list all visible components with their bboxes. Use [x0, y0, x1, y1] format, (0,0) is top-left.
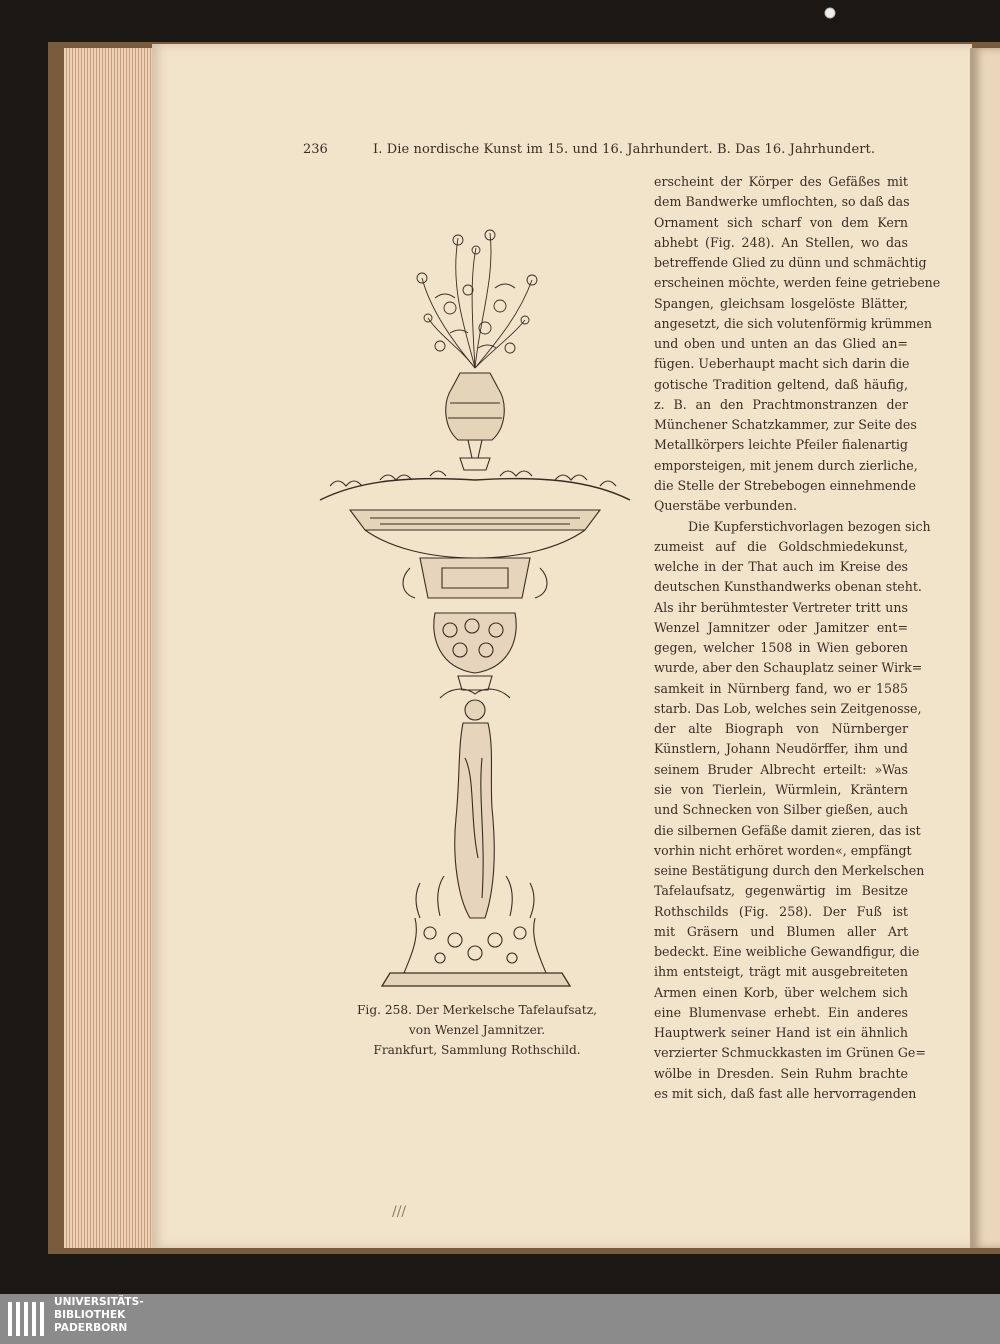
text-column — [654, 172, 941, 1104]
figure-caption — [352, 1000, 602, 1060]
text-line: der alte Biograph von Nürnberger — [654, 721, 908, 737]
library-line: UNIVERSITÄTS- — [54, 1296, 144, 1308]
text-line: ihm entsteigt, trägt mit ausgebreiteten — [654, 964, 908, 980]
text-line: Münchener Schatzkammer, zur Seite des — [654, 417, 917, 433]
text-line: eine Blumenvase erhebt. Ein anderes — [654, 1004, 908, 1020]
text-line: samkeit in Nürnberg fand, wo er 1585 — [654, 680, 908, 696]
running-head: I. Die nordische Kunst im 15. und 16. Jahrhundert. B. Das 16. Jahrhundert. — [373, 142, 876, 157]
text-line: erscheinen möchte, werden feine getriebene — [654, 275, 941, 291]
text-line: Als ihr berühmtester Vertreter tritt uns — [654, 599, 908, 615]
caption-line: von Wenzel Jamnitzer. — [408, 1023, 546, 1037]
text-line: Tafelaufsatz, gegenwärtig im Besitze — [654, 883, 908, 899]
text-line: deutschen Kunsthandwerks obenan steht. — [654, 579, 922, 595]
text-line: seinem Bruder Albrecht erteilt: »Was — [654, 761, 908, 777]
female-figure — [440, 689, 510, 918]
text-line: seine Bestätigung durch den Merkelschen — [654, 863, 925, 879]
flower-bouquet — [417, 230, 537, 368]
library-logo-icon — [6, 1298, 46, 1340]
text-line: wölbe in Dresden. Sein Ruhm brachte — [654, 1065, 908, 1081]
vase — [446, 373, 505, 470]
page-edges — [64, 48, 156, 1248]
text-line: emporsteigen, mit jenem durch zierliche, — [654, 457, 918, 473]
text-line: sie von Tierlein, Würmlein, Kräntern — [654, 781, 908, 797]
text-line: Die Kupferstichvorlagen bezogen sich — [688, 518, 931, 534]
library-footer — [0, 1294, 1000, 1344]
library-name — [54, 1296, 144, 1335]
pencil-mark: /// — [392, 1204, 407, 1220]
caption-line: Frankfurt, Sammlung Rothschild. — [373, 1043, 581, 1057]
text-line: abhebt (Fig. 248). An Stellen, wo das — [654, 234, 908, 250]
text-line: Rothschilds (Fig. 258). Der Fuß ist — [654, 903, 908, 919]
text-line: Querstäbe verbunden. — [654, 498, 797, 514]
text-line: gegen, welcher 1508 in Wien geboren — [654, 640, 908, 656]
text-line: gotische Tradition geltend, daß häufig, — [654, 376, 908, 392]
text-line: es mit sich, daß fast alle hervorragenden — [654, 1085, 917, 1101]
caption-line: Fig. 258. Der Merkelsche Tafelaufsatz, — [356, 1003, 598, 1017]
text-line: die Stelle der Strebebogen einnehmende — [654, 477, 916, 493]
basket — [434, 613, 516, 690]
text-line: wurde, aber den Schauplatz seiner Wirk= — [654, 660, 923, 676]
text-line: mit Gräsern und Blumen aller Art — [654, 923, 908, 939]
next-page-edge — [970, 48, 1000, 1248]
text-line: und oben und unten an das Glied an= — [654, 336, 908, 352]
text-line: Ornament sich scharf von dem Kern — [654, 214, 908, 230]
text-line: Hauptwerk seiner Hand ist ein ähnlich — [654, 1025, 908, 1041]
text-line: zumeist auf die Goldschmiedekunst, — [654, 538, 908, 554]
text-line: Wenzel Jamnitzer oder Jamitzer ent= — [654, 619, 908, 635]
text-line: und Schnecken von Silber gießen, auch — [654, 802, 908, 818]
basin — [320, 471, 630, 598]
text-line: Spangen, gleichsam losgelöste Blätter, — [654, 295, 908, 311]
text-line: Künstlern, Johann Neudörffer, ihm und — [654, 741, 908, 757]
text-line: welche in der That auch im Kreise des — [654, 559, 908, 575]
page-number: 236 — [303, 142, 328, 157]
text-line: Armen einen Korb, über welchem sich — [654, 984, 908, 1000]
library-line: PADERBORN — [54, 1322, 128, 1334]
figure-table-centerpiece — [300, 218, 640, 993]
text-line: Metallkörpers leichte Pfeiler fialenartig — [654, 437, 908, 453]
text-line: fügen. Ueberhaupt macht sich darin die — [654, 356, 910, 372]
text-line: angesetzt, die sich volutenförmig krümmen — [654, 315, 932, 331]
text-line: z. B. an den Prachtmonstranzen der — [654, 396, 908, 412]
text-line: dem Bandwerke umflochten, so daß das — [654, 194, 910, 210]
text-line: vorhin nicht erhöret worden«, empfängt — [654, 842, 912, 858]
text-line: betreffende Glied zu dünn und schmächtig — [654, 255, 927, 271]
text-line: erscheint der Körper des Gefäßes mit — [654, 174, 908, 189]
text-line: verzierter Schmuckkasten im Grünen Ge= — [654, 1045, 926, 1061]
text-line: die silbernen Gefäße damit zieren, das ist — [654, 822, 921, 838]
text-line: bedeckt. Eine weibliche Gewandfigur, die — [654, 944, 920, 960]
text-line: starb. Das Lob, welches sein Zeitgenosse, — [654, 700, 922, 716]
corner-marker-icon — [823, 6, 837, 20]
library-line: BIBLIOTHEK — [54, 1309, 126, 1321]
